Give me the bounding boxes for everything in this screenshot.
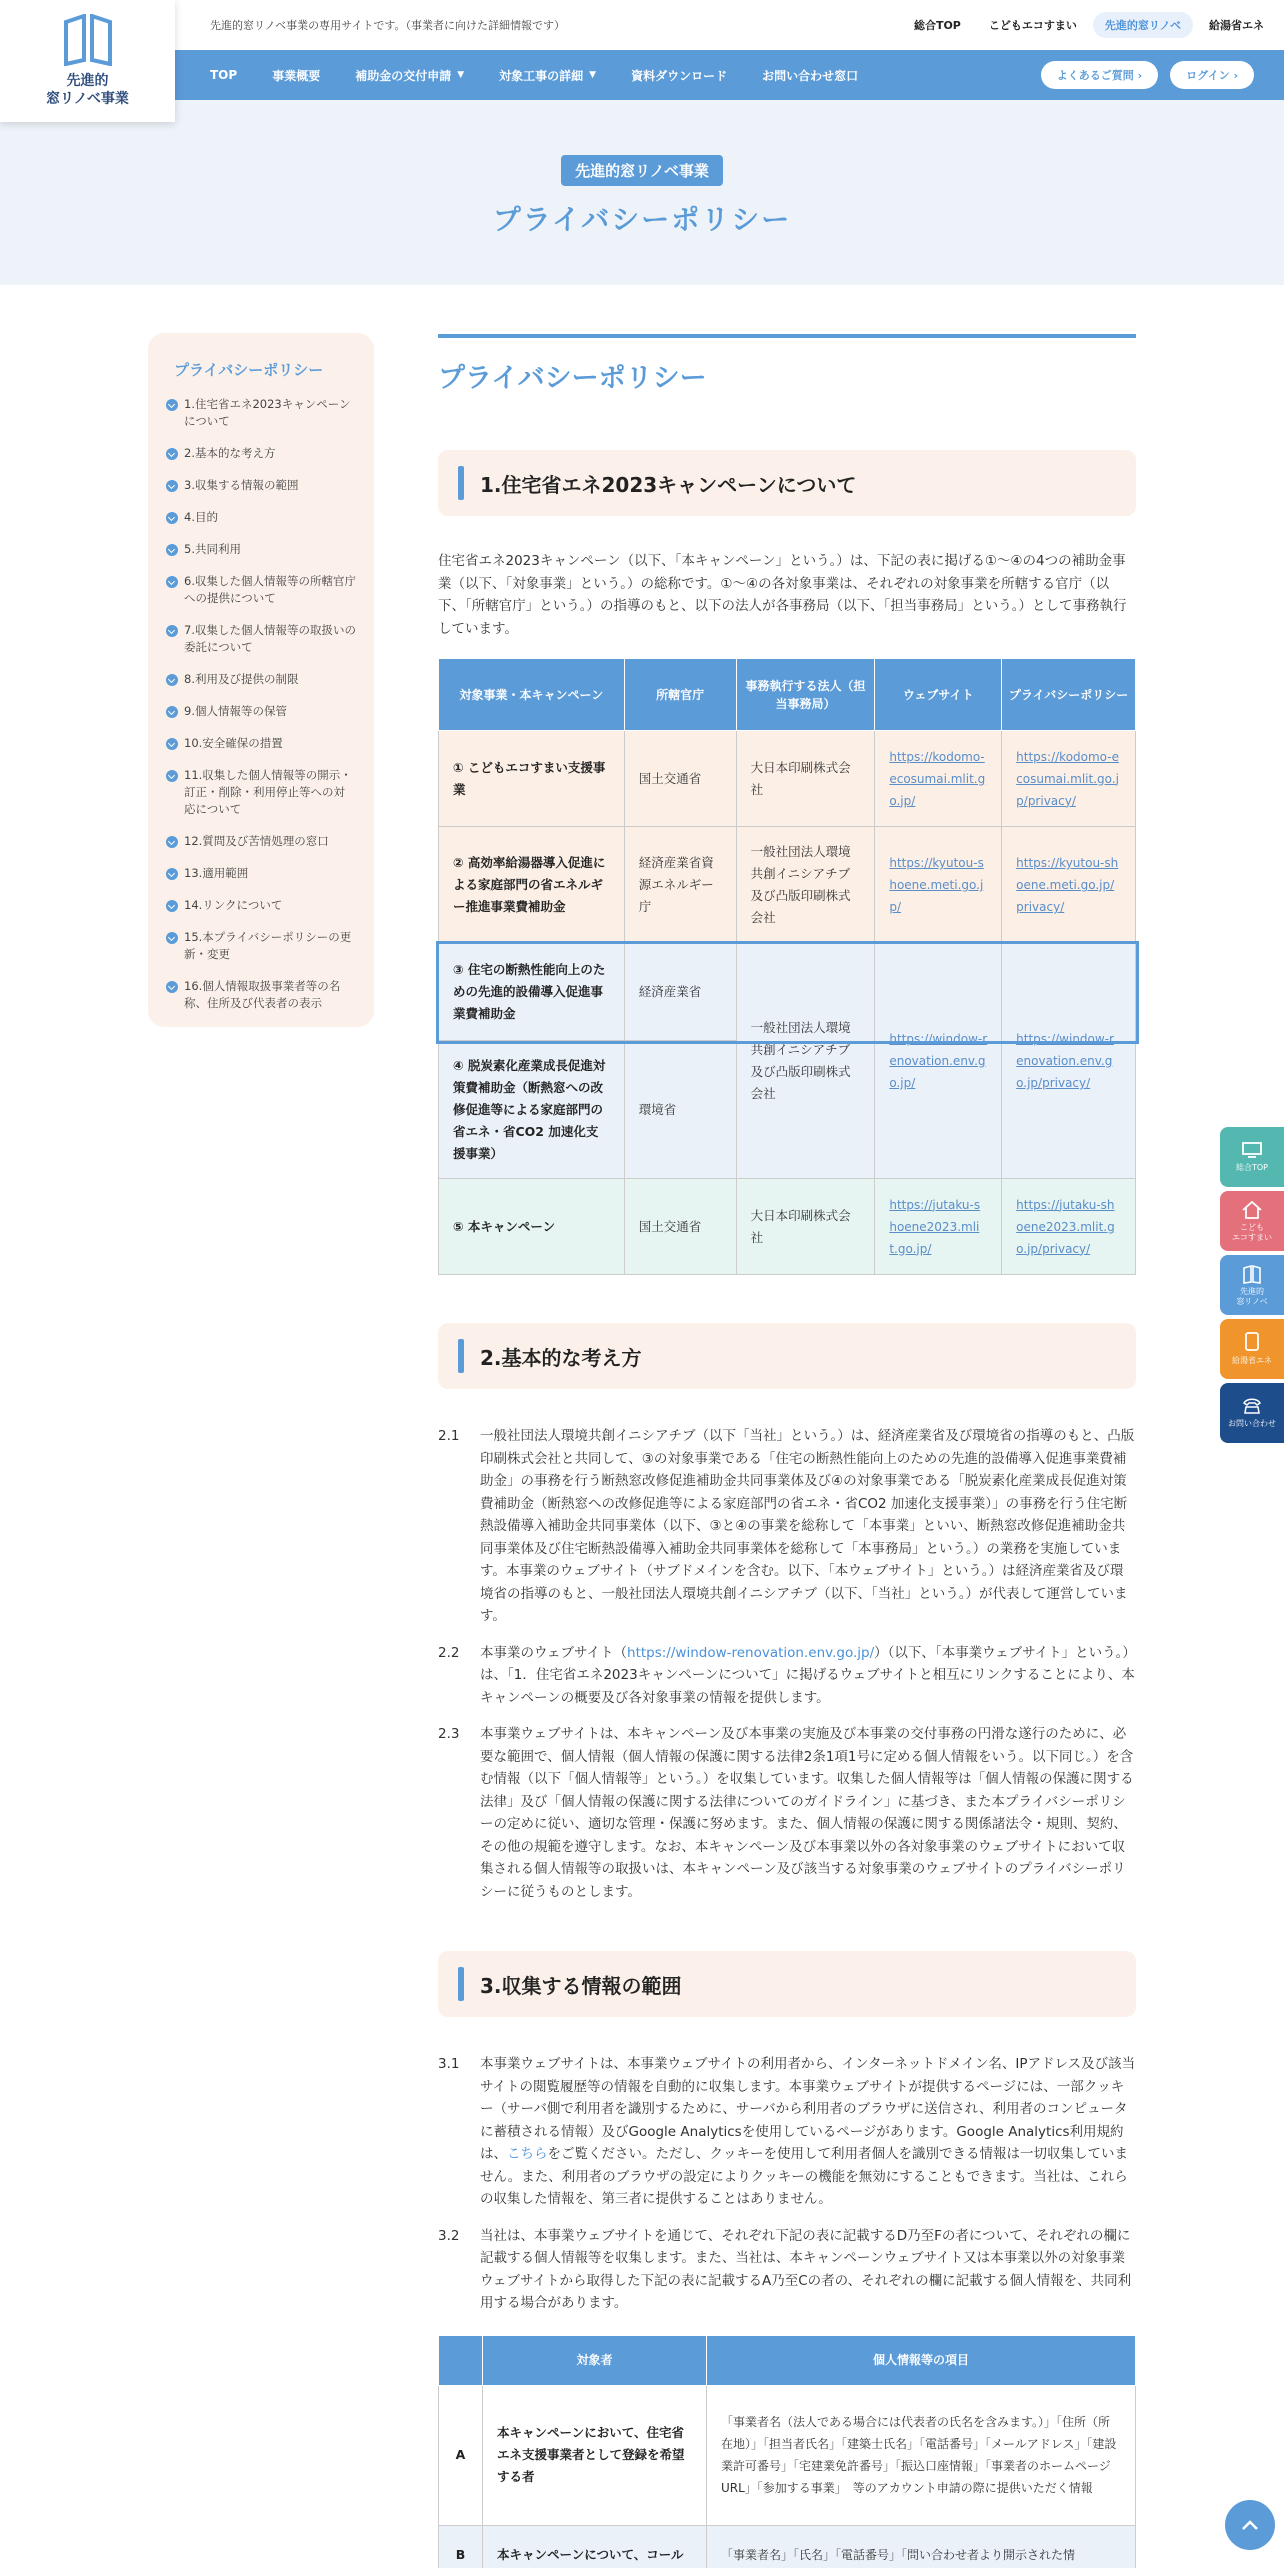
sidebar-item[interactable] — [166, 929, 356, 963]
nav-application[interactable] — [355, 67, 464, 84]
organization: 大日本印刷株式会社 — [736, 731, 875, 827]
sidebar-item[interactable] — [166, 477, 356, 494]
main-nav — [175, 50, 1284, 100]
target-person: 本キャンペーンについて、コール — [483, 2525, 707, 2568]
sidebar-item[interactable] — [166, 573, 356, 607]
nav-works[interactable] — [499, 67, 596, 84]
sidebar-item-label: 5.共同利用 — [184, 542, 241, 556]
nav-label: 補助金の交付申請 — [355, 68, 452, 83]
ministry: 経済産業省 — [624, 944, 736, 1041]
list-item — [438, 1642, 1136, 1710]
list-item — [438, 2225, 1136, 2315]
info-items: 「事業者名（法人である場合には代表者の氏名を含みます。）」「住所（所在地）」「担当者氏名」「建築士氏名」「電話番号」「メールアドレス」「建設業許可番号」「宅建業免許番号」「振込口座情報」「事業者のホームページURL」「参加する事業」 等のアカウント申請の際に提供いただく情報 — [707, 2385, 1136, 2525]
nav-download[interactable] — [631, 67, 727, 84]
window-logo-icon — [60, 14, 116, 66]
nav-top[interactable] — [210, 68, 237, 82]
organization: 大日本印刷株式会社 — [736, 1179, 875, 1275]
sidebar-item-label: 12.質問及び苦情処理の窓口 — [184, 834, 329, 848]
window-icon — [1241, 1264, 1263, 1284]
sidebar-item-label: 9.個人情報等の保管 — [184, 704, 287, 718]
login-button[interactable] — [1170, 61, 1254, 89]
hero-title: プライバシーポリシー — [492, 203, 792, 236]
google-analytics-terms-link[interactable]: こちら — [507, 2146, 548, 2162]
site-link-kyutou[interactable]: 給湯省エネ — [1209, 19, 1264, 32]
login-label: ログイン — [1186, 69, 1230, 82]
item-text: 本事業ウェブサイトは、本キャンペーン及び本事業の実施及び本事業の交付事務の円滑な遂行のために、必要な範囲で、個人情報（個人情報の保護に関する法律2条1項1号に定める個人情報をいう。以下同じ。）を含む情報（以下「個人情報等」という。）を収集しています。収集した個人情報等は「個人情報の保護に関する法律」及び「個人情報の保護に関する法律についてのガイドライン」に基づき、また本プライバシーポリシーの定めに従い、適切な管理・保護に努めます。また、個人情報の保護に関する関係諸法令・規則、契約、その他の規範を遵守します。なお、本キャンペーン及び本事業以外の各対象事業のウェブサイトにおいて収集される個人情報等の取扱いは、本キャンペーン及び該当する対象事業のウェブサイトのプライバシーポリシーに従うものとします。 — [480, 1726, 1134, 1900]
sidebar-item-label: 8.利用及び提供の制限 — [184, 672, 299, 686]
nav-label: TOP — [210, 68, 238, 82]
chevron-circle-icon — [166, 706, 178, 718]
sidebar-item[interactable] — [166, 671, 356, 688]
chevron-circle-icon — [166, 480, 178, 492]
float-label: こども エコすまい — [1232, 1222, 1272, 1242]
chevron-down-icon: ▼ — [457, 70, 465, 80]
sidebar-item[interactable] — [166, 833, 356, 850]
section-title: 3.収集する情報の範囲 — [480, 1973, 682, 1998]
chevron-up-icon — [1241, 2519, 1259, 2531]
main-content — [438, 334, 1136, 2568]
sidebar-item[interactable] — [166, 509, 356, 526]
chevron-circle-icon — [166, 932, 178, 944]
float-window[interactable] — [1220, 1255, 1284, 1315]
table-row — [439, 944, 1136, 1041]
float-label: お問い合わせ — [1228, 1419, 1276, 1428]
item-number: 2.1 — [438, 1428, 460, 1444]
privacy-link[interactable]: https://window-renovation.env.go.jp/privacy/ — [1016, 1032, 1114, 1090]
section-title: 1.住宅省エネ2023キャンペーンについて — [480, 472, 857, 497]
list-item — [438, 1723, 1136, 1903]
sidebar-item-label: 7.収集した個人情報等の取扱いの委託について — [184, 623, 356, 654]
window-renovation-link[interactable]: https://window-renovation.env.go.jp/ — [627, 1644, 875, 1661]
program-name: ② 高効率給湯器導入促進による家庭部門の省エネルギー推進事業費補助金 — [439, 827, 625, 944]
site-link-window[interactable]: 先進的窓リノベ — [1093, 12, 1193, 38]
float-general-top[interactable] — [1220, 1127, 1284, 1187]
item-text — [480, 1642, 1136, 1710]
sidebar-item-label: 4.目的 — [184, 510, 218, 524]
chevron-circle-icon — [166, 544, 178, 556]
program-name: ③ 住宅の断熱性能向上のための先進的設備導入促進事業費補助金 — [439, 944, 625, 1041]
privacy-link[interactable]: https://kyutou-shoene.meti.go.jp/privacy/ — [1016, 856, 1119, 914]
sidebar-item-label: 13.適用範囲 — [184, 866, 249, 880]
section-3-header — [438, 1951, 1136, 2017]
sidebar-item[interactable] — [166, 541, 356, 558]
top-bar — [175, 0, 1284, 50]
logo-text: 先進的 窓リノベ事業 — [46, 73, 129, 107]
nav-label: 事業概要 — [272, 68, 321, 83]
chevron-circle-icon — [166, 399, 178, 411]
monitor-icon — [1241, 1141, 1263, 1159]
float-kyutou[interactable] — [1220, 1319, 1284, 1379]
chevron-right-icon: › — [1137, 69, 1143, 82]
table-row — [439, 2385, 1136, 2525]
item-text: 一般社団法人環境共創イニシアチブ（以下「当社」という。）は、経済産業省及び環境省の指導のもと、凸版印刷株式会社と共同して、③の対象事業である「住宅の断熱性能向上のための先進的設備導入促進事業費補助金」の事務を行う断熱窓改修促進補助金共同事業体及び④の対象事業である「脱炭素化産業成長促進対策費補助金（断熱窓への改修促進等による家庭部門の省エネ・省CO2 加速化支援事業）」の事務を行う住宅断熱設備導入補助金共同事業体（以下、③と④の事業を総称して「本事業」といい、断熱窓改修促進補助金共同事業体及び住宅断熱設備導入補助金共同事業体を総称して「本事務局」という。）の業務を実施しています。本事業のウェブサイト（サブドメインを含む。以下、「本ウェブサイト」という。）は経済産業省及び環境省の指導のもと、一般社団法人環境共創イニシアチブ（以下、「当社」という。）が代表して運営しています。 — [480, 1428, 1135, 1624]
chevron-circle-icon — [166, 625, 178, 637]
sidebar-item[interactable] — [166, 767, 356, 818]
nav-label: 資料ダウンロード — [631, 68, 728, 83]
site-tagline: 先進的窓リノベ事業の専用サイトです。（事業者に向けた詳細情報です） — [210, 19, 565, 32]
section-marker — [458, 1967, 464, 2001]
sidebar-item-label: 16.個人情報取扱事業者等の名称、住所及び代表者の表示 — [184, 979, 341, 1010]
chevron-right-icon: › — [1233, 69, 1238, 82]
target-person: 本キャンペーンにおいて、住宅省エネ支援事業者として登録を希望する者 — [483, 2385, 707, 2525]
faq-button[interactable] — [1041, 61, 1158, 89]
item-text-pre: 本事業のウェブサイト（ — [480, 1644, 628, 1661]
table-header — [439, 2335, 483, 2385]
sidebar-item[interactable] — [166, 445, 356, 462]
website-link[interactable]: https://window-renovation.env.go.jp/ — [889, 1032, 988, 1090]
faq-label: よくあるご質問 — [1056, 69, 1134, 82]
chevron-circle-icon — [166, 576, 178, 588]
sidebar-item-label: 3.収集する情報の範囲 — [184, 478, 299, 492]
sidebar-item[interactable] — [166, 978, 356, 1012]
house-icon — [1241, 1200, 1263, 1220]
table-header: 事務執行する法人（担当事務局） — [736, 659, 875, 731]
nav-label: お問い合わせ窓口 — [762, 68, 859, 83]
phone-icon — [1241, 1397, 1263, 1415]
collected-info-table — [438, 2335, 1136, 2568]
sidebar-item-label: 10.安全確保の措置 — [184, 736, 283, 750]
sidebar-item-label: 1.住宅省エネ2023キャンペーンについて — [184, 397, 351, 428]
list-item — [438, 2053, 1136, 2211]
item-number: 2.2 — [438, 1644, 460, 1661]
table-row — [439, 827, 1136, 944]
program-name: ④ 脱炭素化産業成長促進対策費補助金（断熱窓への改修促進等による家庭部門の省エネ・省CO2 加速化支援事業） — [439, 1041, 625, 1179]
table-header: 対象事業・本キャンペーン — [439, 659, 625, 731]
sidebar-item[interactable] — [166, 897, 356, 914]
privacy-link[interactable]: https://kodomo-ecosumai.mlit.go.jp/privacy/ — [1016, 749, 1119, 808]
section-marker — [458, 466, 464, 500]
chevron-circle-icon — [166, 512, 178, 524]
item-text-post: をご覧ください。ただし、クッキーを使用して利用者個人を識別できる情報は一切収集していません。また、利用者のブラウザの設定によりクッキーの機能を無効にすることもできます。当社は、これらの収集した情報を、第三者に提供することはありません。 — [480, 2146, 1128, 2207]
program-name: ⑤ 本キャンペーン — [439, 1179, 625, 1275]
website-link[interactable]: https://kodomo-ecosumai.mlit.go.jp/ — [889, 749, 986, 808]
sidebar-item-label: 15.本プライバシーポリシーの更新・変更 — [184, 930, 352, 961]
section-3-list — [438, 2053, 1136, 2315]
table-row — [439, 2525, 1136, 2568]
site-link-general[interactable]: 総合TOP — [913, 19, 961, 32]
chevron-circle-icon — [166, 900, 178, 912]
ministry: 国土交通省 — [624, 731, 736, 827]
table-header: プライバシーポリシー — [1002, 659, 1136, 731]
sidebar-item[interactable] — [166, 735, 356, 752]
table-row — [439, 731, 1136, 827]
item-number: 2.3 — [438, 1726, 460, 1742]
sidebar-item[interactable] — [166, 622, 356, 656]
float-contact[interactable] — [1220, 1383, 1284, 1443]
ministry: 国土交通省 — [624, 1179, 736, 1275]
chevron-circle-icon — [166, 448, 178, 460]
info-items: 「事業者名」「氏名」「電話番号」「問い合わせ者より開示された情 — [707, 2525, 1136, 2568]
chevron-circle-icon — [166, 738, 178, 750]
table-header: 対象者 — [483, 2335, 707, 2385]
section-1-header — [438, 450, 1136, 516]
ministry: 経済産業省資源エネルギー庁 — [624, 827, 736, 944]
row-key: A — [439, 2385, 483, 2525]
float-kodomo[interactable] — [1220, 1191, 1284, 1251]
sidebar-item[interactable] — [166, 865, 356, 882]
hero-badge: 先進的窓リノベ事業 — [561, 155, 723, 186]
section-2-header — [438, 1323, 1136, 1389]
item-number: 3.1 — [438, 2056, 460, 2072]
sidebar-item[interactable] — [166, 703, 356, 720]
chevron-circle-icon — [166, 770, 178, 782]
section-marker — [458, 1339, 464, 1373]
page-title: プライバシーポリシー — [438, 334, 1136, 395]
section-1-text: 住宅省エネ2023キャンペーン（以下、「本キャンペーン」という。）は、下記の表に掲げる①〜④の4つの補助金事業（以下、「対象事業」という。）の総称です。①〜④の各対象事業は、それぞれの対象事業を所轄する官庁（以下、「所轄官庁」という。）の指導のもと、以下の法人が各事務局（以下、「担当事務局」という。）として事務執行しています。 — [438, 553, 1127, 637]
scroll-to-top-button[interactable] — [1225, 2500, 1275, 2550]
table-row — [439, 1179, 1136, 1275]
list-item — [438, 1425, 1136, 1628]
item-text — [480, 2053, 1136, 2211]
section-2-list — [438, 1425, 1136, 1903]
ministry: 環境省 — [624, 1041, 736, 1179]
sidebar-item-label: 11.収集した個人情報等の開示・訂正・削除・利用停止等への対応について — [184, 768, 352, 816]
table-header: 個人情報等の項目 — [707, 2335, 1136, 2385]
sidebar-item-label: 14.リンクについて — [184, 898, 283, 912]
sidebar-toc — [148, 333, 374, 1027]
chevron-circle-icon — [166, 674, 178, 686]
float-label: 給湯省エネ — [1232, 1356, 1272, 1365]
nav-contact[interactable] — [762, 67, 858, 84]
item-text-post: ）（以下、「本事業ウェブサイト」という。）は、「1．住宅省エネ2023キャンペーンについて」に掲げるウェブサイトと相互にリンクすることにより、本キャンペーンの概要及び各対象事業の情報を提供します。 — [480, 1644, 1136, 1706]
site-link-kodomo[interactable]: こどもエコすまい — [988, 19, 1077, 32]
table-header: ウェブサイト — [875, 659, 1002, 731]
chevron-circle-icon — [166, 981, 178, 993]
program-name: ① こどもエコすまい支援事業 — [439, 731, 625, 827]
section-title: 2.基本的な考え方 — [480, 1345, 642, 1370]
chevron-circle-icon — [166, 868, 178, 880]
item-number: 3.2 — [438, 2227, 460, 2244]
float-label: 先進的 窓リノベ — [1236, 1286, 1268, 1306]
float-label: 総合TOP — [1235, 1163, 1268, 1172]
sidebar-item-label: 6.収集した個人情報等の所轄官庁への提供について — [184, 574, 356, 605]
privacy-link[interactable]: https://jutaku-shoene2023.mlit.go.jp/privacy/ — [1016, 1197, 1115, 1256]
organization: 一般社団法人環境共創イニシアチブ及び凸版印刷株式会社 — [736, 827, 875, 944]
page-hero — [0, 100, 1284, 285]
chevron-down-icon: ▼ — [589, 70, 597, 80]
sidebar-item-label: 2.基本的な考え方 — [184, 446, 276, 460]
website-link[interactable]: https://jutaku-shoene2023.mlit.go.jp/ — [889, 1197, 981, 1256]
item-text: 当社は、本事業ウェブサイトを通じて、それぞれ下記の表に記載するD乃至Fの者について、それぞれの欄に記載する個人情報等を収集します。また、当社は、本キャンペーンウェブサイト又は本事業以外の対象事業ウェブサイトから取得した下記の表に記載するA乃至Cの者の、それぞれの欄に記載する個人情報を、共同利用する場合があります。 — [480, 2227, 1132, 2311]
row-key: B — [439, 2525, 483, 2568]
organization: 一般社団法人環境共創イニシアチブ及び凸版印刷株式会社 — [736, 944, 875, 1179]
sidebar-item[interactable] — [166, 396, 356, 430]
item-text-pre: 本事業ウェブサイトは、本事業ウェブサイトの利用者から、インターネットドメイン名、IPアドレス及び該当サイトの閲覧履歴等の情報を自動的に収集します。本事業ウェブサイトが提供するページには、一部クッキー（サーバ側で利用者を識別するために、サーバから利用者のブラウザに送信され、利用者のコンピュータに蓄積される情報）及びGoogle Analyticsを使用しているページがあります。Google Analytics利用規約は、 — [480, 2056, 1136, 2162]
site-switcher — [902, 12, 1276, 38]
chevron-circle-icon — [166, 836, 178, 848]
water-heater-icon — [1243, 1332, 1261, 1352]
program-table — [438, 658, 1136, 1275]
site-logo[interactable] — [0, 0, 175, 122]
nav-overview[interactable] — [272, 67, 320, 84]
website-link[interactable]: https://kyutou-shoene.meti.go.jp/ — [889, 856, 984, 914]
sidebar-title: プライバシーポリシー — [174, 361, 324, 379]
nav-label: 対象工事の詳細 — [499, 68, 584, 83]
table-header: 所轄官庁 — [624, 659, 736, 731]
